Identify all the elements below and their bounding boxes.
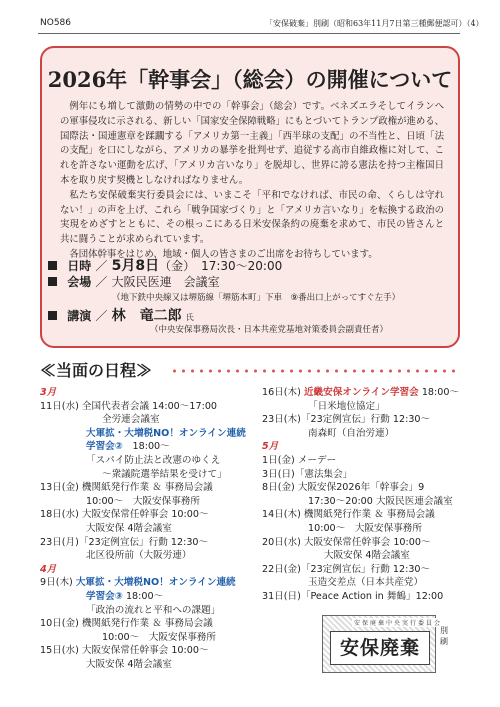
- schedule-entry: [262, 536, 459, 550]
- schedule-entry: [40, 400, 246, 414]
- schedule-entry-text: ～衆議院選挙結果を受けて」: [102, 468, 227, 480]
- meeting-body: [60, 100, 444, 263]
- speaker-label: 講演: [67, 309, 92, 323]
- schedule-entry-text: 17:30～20:00 大阪民医連会議室: [308, 495, 453, 507]
- schedule-entry: [40, 658, 246, 672]
- schedule-entry: [40, 563, 246, 577]
- schedule-entry: [262, 549, 459, 563]
- schedule-entry-text: 大軍拡・大増税NO！オンライン連続: [86, 427, 246, 439]
- schedule-entry-text: 「スパイ防止法と改憲のゆくえ: [86, 454, 221, 466]
- schedule-entry: [40, 536, 246, 550]
- masthead-stamp: [322, 615, 456, 673]
- date-main: 5月8日: [111, 258, 160, 274]
- stamp-subtitle: 安保廃棄中央実行委員会: [354, 620, 443, 627]
- issue-number: NO586: [40, 18, 71, 28]
- date-label: 日時: [67, 259, 92, 273]
- schedule-entry-text: 学習会②: [86, 441, 123, 453]
- schedule-entry: [262, 508, 459, 522]
- header-rule: [38, 33, 460, 34]
- bullet-square-icon: [48, 261, 57, 270]
- schedule-entry: [40, 427, 246, 441]
- schedule-entry: [40, 508, 246, 522]
- schedule-entry: [262, 440, 459, 454]
- schedule-title: ≪当面の日程≫: [40, 361, 153, 380]
- schedule-entry-text: 31日(日)「Peace Action in 舞鶴」12:00: [262, 590, 444, 602]
- schedule-entry-text: 9日(木): [40, 577, 76, 589]
- schedule-entry: [262, 563, 459, 577]
- schedule-entry-text: 南森町（自治労連）: [308, 427, 395, 439]
- schedule-entry-text: 10:00～ 大阪安保事務所: [102, 631, 216, 643]
- speaker-note: （中央安保事務局次長・日本共産党基地対策委員会副責任者）: [150, 325, 389, 335]
- schedule-entry: [262, 454, 459, 468]
- schedule-entry-text: 8日(金) 大阪安保2026年「幹事会」9: [262, 482, 425, 494]
- schedule-entry: [40, 617, 246, 631]
- schedule-right-column: [262, 386, 459, 604]
- schedule-entry-text: 10日(金) 機関紙発行作業 ＆ 事務局会議: [40, 618, 213, 630]
- schedule-entry: [40, 522, 246, 536]
- schedule-entry-text: 北区役所前（大阪労連）: [86, 550, 192, 562]
- schedule-entry: [40, 454, 246, 468]
- schedule-entry: [40, 481, 246, 495]
- meeting-venue-row: 会場 ／ 大阪民医連 会議室: [48, 273, 220, 290]
- schedule-entry: [262, 413, 459, 427]
- schedule-entry-text: 近畿安保オンライン学習会: [303, 387, 419, 398]
- schedule-entry-text: 3月: [40, 387, 57, 398]
- venue-value: 大阪民医連 会議室: [111, 275, 220, 289]
- meeting-paragraph: 各団体幹事をはじめ、地域・個人の皆さまのご出席をお待ちしています。: [69, 248, 378, 260]
- schedule-entry-text: 10:00～ 大阪安保事務所: [86, 495, 200, 507]
- meeting-paragraph: 私たち安保破棄実行委員会には、いまこそ「平和でなければ、市民の命、くらしは守れない！」の声を上げ、これら「戦争国家づくり」と「アメリカ言いなり」を転換する政治の実現をめざすとともに、その根っこにある日米安保条約の廃棄を求めて、市民の皆さんと共に闘うことが求められています。: [60, 189, 444, 246]
- meeting-speaker-row: 講演 ／ 林 竜二郎 氏: [48, 305, 194, 325]
- schedule-entry: [40, 604, 246, 618]
- paper-info: 「安保破棄」別刷（昭和63年11月7日第三種郵便認可）（4）: [265, 19, 484, 28]
- schedule-entry-text: 大軍拡・大増税NO！オンライン連続: [75, 577, 236, 589]
- schedule-entry: [262, 481, 459, 495]
- schedule-entry-text: 10:00～ 大阪安保事務所: [308, 522, 422, 534]
- page-header: [0, 0, 500, 34]
- speaker-name: 林 竜二郎: [111, 308, 182, 324]
- schedule-entry-text: 23日(木)「23定例宣伝」行動 12:30～: [262, 414, 431, 426]
- schedule-entry-text: 18:00～: [122, 590, 164, 602]
- schedule-entry: [262, 576, 459, 590]
- schedule-entry-text: 玉造交差点（日本共産党）: [308, 577, 424, 589]
- date-rest: （金） 17:30～20:00: [159, 259, 283, 273]
- schedule-entry: [40, 468, 246, 482]
- schedule-entry-text: 18日(水) 大阪安保常任幹事会 10:00～: [40, 509, 209, 521]
- schedule-entry: [262, 386, 459, 400]
- schedule-entry-text: 15日(水) 大阪安保常任幹事会 10:00～: [40, 645, 209, 657]
- schedule-entry-text: 4月: [40, 563, 57, 575]
- schedule-entry-text: 「日米地位協定」: [308, 400, 385, 412]
- stamp-title: 安保廃棄: [330, 631, 430, 665]
- schedule-entry-text: 3日(日)「憲法集会」: [262, 468, 353, 480]
- schedule-entry-text: 大阪安保 4階会議室: [86, 522, 172, 534]
- schedule-entry: [40, 644, 246, 658]
- venue-note: （地下鉄中央線又は堺筋線「堺筋本町」下車 ⑨番出口上がってすぐ左手）: [112, 293, 401, 303]
- schedule-entry: [40, 549, 246, 563]
- schedule-entry: [40, 440, 246, 454]
- stamp-side-label: 別刷: [440, 626, 448, 646]
- schedule-entry: [262, 427, 459, 441]
- schedule-entry-text: 「政治の流れと平和への課題」: [86, 604, 221, 616]
- schedule-entry-text: 18:00～: [418, 387, 460, 398]
- schedule-entry-text: 11日(水) 全国代表者会議 14:00～17:00: [40, 400, 218, 412]
- bullet-square-icon: [48, 311, 57, 320]
- schedule-entry-text: 5月: [262, 441, 279, 453]
- schedule-entry-text: 1日(金) メーデー: [262, 454, 337, 466]
- schedule-entry: [262, 522, 459, 536]
- schedule-entry-text: 22日(金)「23定例宣伝」行動 12:30～: [262, 563, 431, 575]
- schedule-entry-text: 14日(木) 機関紙発行作業 ＆ 事務局会議: [262, 509, 435, 521]
- schedule-entry-text: 18:00～: [122, 441, 170, 453]
- schedule-entry: [262, 468, 459, 482]
- schedule-entry: [40, 576, 246, 590]
- schedule-entry-text: 13日(金) 機関紙発行作業 ＆ 事務局会議: [40, 482, 213, 494]
- schedule-entry: [40, 413, 246, 427]
- schedule-left-column: [40, 386, 246, 671]
- meeting-title: 2026年「幹事会」（総会）の開催について: [47, 67, 453, 92]
- schedule-entry-text: 大阪安保 4階会議室: [324, 550, 410, 562]
- schedule-entry-text: 23日(月)「23定例宣伝」行動 12:30～: [40, 536, 209, 548]
- bullet-square-icon: [48, 277, 57, 286]
- schedule-entry: [40, 631, 246, 645]
- speaker-suffix: 氏: [185, 313, 194, 322]
- schedule-entry-text: 全労連会議室: [102, 414, 160, 426]
- schedule-entry-text: 16日(木): [262, 387, 304, 398]
- meeting-paragraph: 例年にも増して激動の情勢の中での「幹事会」（総会）です。ベネズエラそしてイランへの軍事侵攻に示される、新しい「国家安全保障戦略」にもとづいてトランプ政権が進める、国際法・国連憲章を蹂躙する「アメリカ第一主義」「西半球の支配」の不当性と、日頃「法の支配」を口にしながら、アメリカの暴挙を批判せず、追従する高市自維政権に対して、これを許さない運動を広げ、「アメリカ言いなり」を脱却し、世界に誇る憲法を持つ主権国日本を取り戻す契機としなければなりません。: [60, 101, 445, 186]
- schedule-entry: [262, 400, 459, 414]
- schedule-entry-text: 20日(水) 大阪安保常任幹事会 10:00～: [262, 536, 431, 548]
- venue-label: 会場: [67, 275, 92, 289]
- schedule-entry: [262, 495, 459, 509]
- schedule-entry: [40, 386, 246, 400]
- schedule-entry: [40, 495, 246, 509]
- ribbon-decoration: [170, 368, 460, 374]
- schedule-entry: [262, 590, 459, 604]
- schedule-entry: [40, 590, 246, 604]
- schedule-entry-text: 大阪安保 4階会議室: [86, 658, 172, 670]
- schedule-entry-text: 学習会③: [86, 590, 123, 602]
- meeting-date-row: 日時 ／ 5月8日（金） 17:30～20:00: [48, 255, 282, 275]
